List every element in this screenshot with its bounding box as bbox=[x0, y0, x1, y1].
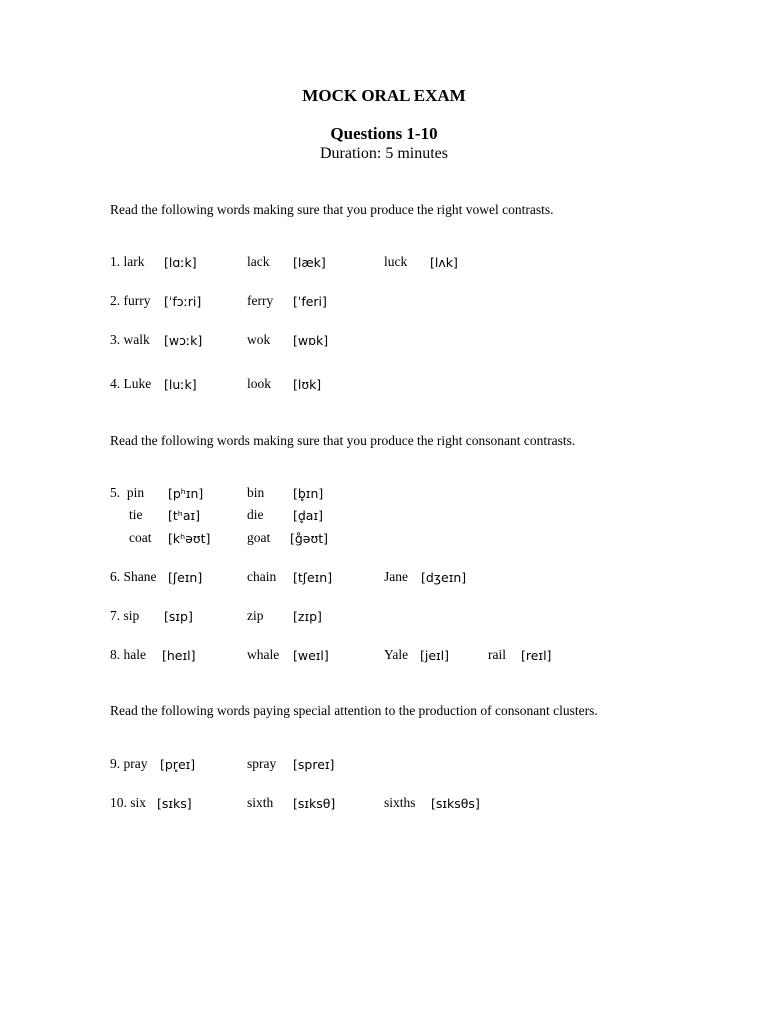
ipa-transcription: [lʊk] bbox=[293, 377, 322, 392]
ipa-transcription: [ˈfɔːri] bbox=[164, 294, 202, 309]
word: 6. Shane bbox=[110, 569, 157, 584]
word: spray bbox=[247, 756, 277, 771]
ipa-transcription: [ˈferi] bbox=[293, 294, 327, 309]
ipa-transcription: [ʃeɪn] bbox=[168, 570, 203, 585]
word: 1. lark bbox=[110, 254, 145, 269]
ipa-transcription: [reɪl] bbox=[521, 648, 552, 663]
ipa-transcription: [sɪksθs] bbox=[431, 796, 480, 811]
ipa-transcription: [læk] bbox=[293, 255, 326, 270]
word: goat bbox=[247, 530, 271, 545]
word: sixths bbox=[384, 795, 416, 810]
ipa-transcription: [sɪks] bbox=[157, 796, 192, 811]
instruction-vowels: Read the following words making sure that you produce the right vowel contrasts. bbox=[110, 202, 554, 217]
question-row-10 bbox=[0, 795, 768, 813]
word: 3. walk bbox=[110, 332, 150, 347]
question-row-2 bbox=[0, 293, 768, 311]
question-row-5b bbox=[0, 507, 768, 525]
page-title: MOCK ORAL EXAM bbox=[302, 86, 466, 105]
word: 10. six bbox=[110, 795, 147, 810]
word: rail bbox=[488, 647, 506, 662]
word: whale bbox=[247, 647, 280, 662]
ipa-transcription: [wɒk] bbox=[293, 333, 329, 348]
word: look bbox=[247, 376, 272, 391]
ipa-transcription: [tʃeɪn] bbox=[293, 570, 333, 585]
question-row-1 bbox=[0, 254, 768, 272]
word: 2. furry bbox=[110, 293, 151, 308]
ipa-transcription: [jeɪl] bbox=[420, 648, 450, 663]
question-row-5 bbox=[0, 485, 768, 503]
question-row-3 bbox=[0, 332, 768, 350]
word: Jane bbox=[384, 569, 408, 584]
word: coat bbox=[129, 530, 152, 545]
word: zip bbox=[247, 608, 264, 623]
word: 7. sip bbox=[110, 608, 140, 623]
word: wok bbox=[247, 332, 271, 347]
word: tie bbox=[129, 507, 143, 522]
ipa-transcription: [heɪl] bbox=[162, 648, 196, 663]
word: Yale bbox=[384, 647, 409, 662]
questions-title: Questions 1-10 bbox=[330, 124, 438, 143]
ipa-transcription: [sɪksθ] bbox=[293, 796, 336, 811]
word: ferry bbox=[247, 293, 274, 308]
word: bin bbox=[247, 485, 265, 500]
ipa-transcription: [pʰɪn] bbox=[168, 486, 204, 501]
question-row-8 bbox=[0, 647, 768, 665]
word: lack bbox=[247, 254, 270, 269]
instruction-consonants: Read the following words making sure that you produce the right consonant contrasts. bbox=[110, 433, 576, 448]
ipa-transcription: [weɪl] bbox=[293, 648, 329, 663]
word: sixth bbox=[247, 795, 274, 810]
ipa-transcription: [spreɪ] bbox=[293, 757, 335, 772]
ipa-transcription: [zɪp] bbox=[293, 609, 322, 624]
duration-text: Duration: 5 minutes bbox=[320, 145, 448, 162]
ipa-transcription: [lʌk] bbox=[430, 255, 458, 270]
question-row-7 bbox=[0, 608, 768, 626]
word: 4. Luke bbox=[110, 376, 152, 391]
word: die bbox=[247, 507, 264, 522]
ipa-transcription: [tʰaɪ] bbox=[168, 508, 201, 523]
question-row-9 bbox=[0, 756, 768, 774]
ipa-transcription: [sɪp] bbox=[164, 609, 193, 624]
word: chain bbox=[247, 569, 277, 584]
ipa-transcription: [wɔːk] bbox=[164, 333, 203, 348]
ipa-transcription: [lɑːk] bbox=[164, 255, 197, 270]
ipa-transcription: [luːk] bbox=[164, 377, 197, 392]
question-row-6 bbox=[0, 569, 768, 587]
word: 8. hale bbox=[110, 647, 146, 662]
ipa-transcription: [dʒeɪn] bbox=[421, 570, 467, 585]
ipa-transcription: [kʰəʊt] bbox=[168, 531, 211, 546]
question-row-5c bbox=[0, 530, 768, 548]
instruction-clusters: Read the following words paying special attention to the production of consonant clusters. bbox=[110, 703, 598, 718]
ipa-transcription: [g̊əʊt] bbox=[290, 531, 329, 546]
word: 9. pray bbox=[110, 756, 148, 771]
ipa-transcription: [d̥aɪ] bbox=[293, 508, 323, 523]
question-row-4 bbox=[0, 376, 768, 394]
word: luck bbox=[384, 254, 408, 269]
ipa-transcription: [b̥ɪn] bbox=[293, 486, 324, 501]
word: 5. pin bbox=[110, 485, 145, 500]
ipa-transcription: [pr̥eɪ] bbox=[160, 757, 196, 772]
